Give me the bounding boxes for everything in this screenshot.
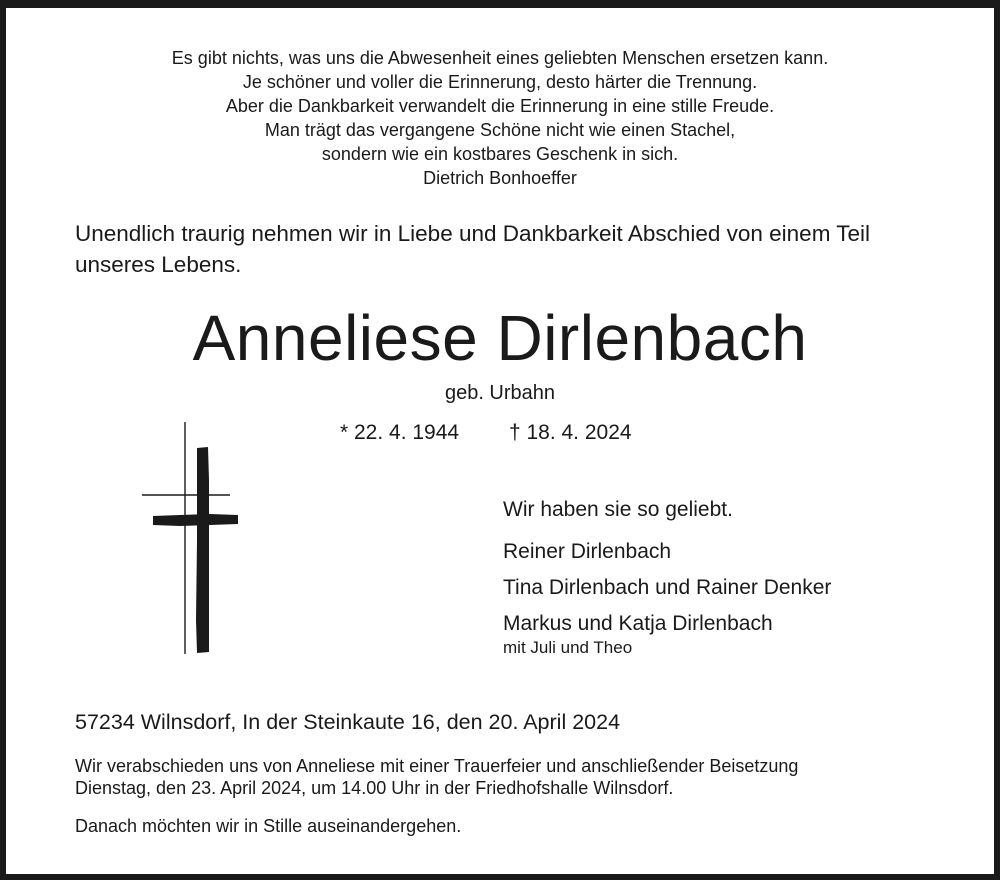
ceremony-line: Wir verabschieden uns von Anneliese mit einer Trauerfeier und anschließender Beisetzung [75, 756, 799, 776]
family-motto: Wir haben sie so geliebt. [503, 498, 733, 521]
quote-line: Man trägt das vergangene Schöne nicht wie einen Stachel, [264, 120, 736, 140]
life-dates [340, 420, 632, 446]
family-signature [503, 492, 831, 658]
quote-line: sondern wie ein kostbares Geschenk in sich. [321, 144, 679, 164]
family-member: Reiner Dirlenbach [503, 540, 672, 563]
ceremony-info [75, 755, 935, 799]
maiden-name: geb. Urbahn [444, 382, 556, 404]
grandchildren: mit Juli und Theo [503, 638, 633, 657]
intro-line: unseres Lebens. [75, 252, 242, 277]
quote-line: Es gibt nichts, was uns die Abwesenheit eines geliebten Menschen ersetzen kann. [171, 48, 829, 68]
closing-note: Danach möchten wir in Stille auseinandergehen. [75, 816, 462, 836]
quote-author: Dietrich Bonhoeffer [423, 168, 577, 188]
death-date: † 18. 4. 2024 [508, 421, 632, 444]
bonhoeffer-quote [40, 46, 960, 190]
family-member: Markus und Katja Dirlenbach [503, 612, 773, 635]
cross-icon [140, 420, 244, 656]
deceased-name: Anneliese Dirlenbach [192, 302, 808, 374]
quote-line: Je schöner und voller die Erinnerung, desto härter die Trennung. [242, 72, 758, 92]
quote-line: Aber die Dankbarkeit verwandelt die Erinnerung in eine stille Freude. [225, 96, 775, 116]
intro-line: Unendlich traurig nehmen wir in Liebe und Dankbarkeit Abschied von einem Teil [75, 221, 871, 246]
place-and-date: 57234 Wilnsdorf, In der Steinkaute 16, den 20. April 2024 [75, 710, 621, 734]
family-member: Tina Dirlenbach und Rainer Denker [503, 576, 832, 599]
intro-text [75, 218, 935, 280]
ceremony-line: Dienstag, den 23. April 2024, um 14.00 Uhr in der Friedhofshalle Wilnsdorf. [75, 778, 674, 798]
birth-date: * 22. 4. 1944 [340, 421, 460, 444]
